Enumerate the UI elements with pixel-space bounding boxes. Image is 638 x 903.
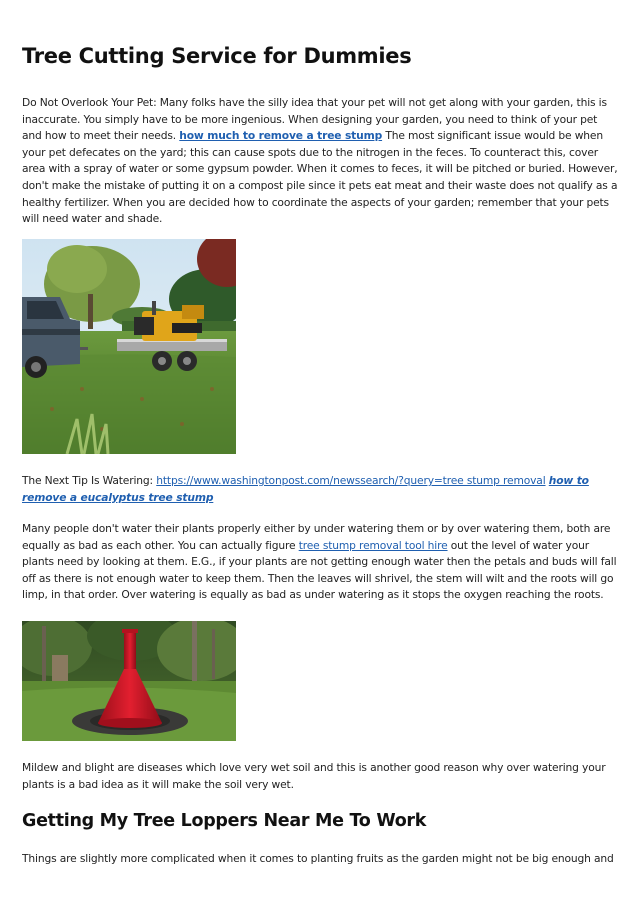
paragraph-fruits: Things are slightly more complicated when it comes to planting fruits as the garden might not be big enough and (22, 852, 614, 865)
link-remove-eucalyptus-stump[interactable]: how to remove a eucalyptus tree stump (22, 474, 589, 504)
paragraph-text: out the level of water your plants need by looking at them. E.G., if your plants are not getting enough water then the petals and buds will fall off as there is not enough water to keep them. Then the leaves will shrivel, the stem will wilt and the roots will go limp, in that order. Over watering is equally as bad as under watering as it stops the oxygen reaching the roots. (22, 538, 617, 602)
link-washingtonpost-search[interactable]: https://www.washingtonpost.com/newssearch/?query=tree stump removal (156, 474, 546, 487)
link-remove-tree-stump[interactable]: how much to remove a tree stump (179, 129, 383, 143)
paragraph-pet (22, 95, 620, 228)
stump-burner-photo (22, 621, 236, 741)
link-stump-removal-tool-hire[interactable]: tree stump removal tool hire (298, 538, 448, 552)
section-heading: Getting My Tree Loppers Near Me To Work (22, 811, 427, 831)
paragraph-mildew: Mildew and blight are diseases which love very wet soil and this is another good reason why over watering your plants is a bad idea as it will make the soil very wet. (22, 761, 606, 791)
stump-grinder-photo (22, 239, 236, 454)
paragraph-watering (22, 521, 620, 604)
article-title: Tree Cutting Service for Dummies (22, 44, 412, 68)
paragraph-text: The most significant issue would be when your pet defecates on the yard; this can cause spots due to the nitrogen in the feces. To counteract this, cover area with a spray of water or some gypsum powder. When it comes to feces, it will be pitched or buried. However, don't make the mistake of putting it on a compost pile since it pets eat meat and their waste does not qualify as a healthy fertilizer. When you are decided how to coordinate the aspects of your garden; remember that your pets will need water and shade. (22, 129, 618, 226)
paragraph-text: Many people don't water their plants properly either by under watering them or by over watering them, both are equally as bad as each other. You can actually figure (22, 522, 611, 552)
paragraph-text: The Next Tip Is Watering: (22, 474, 157, 487)
paragraph-watering-links (22, 473, 620, 506)
paragraph-text: Do Not Overlook Your Pet: Many folks have the silly idea that your pet will not get along with your garden, this is inaccurate. You simply have to be more ingenious. When designing your garden, you need to think of your pet and how to meet their needs. (22, 96, 607, 143)
